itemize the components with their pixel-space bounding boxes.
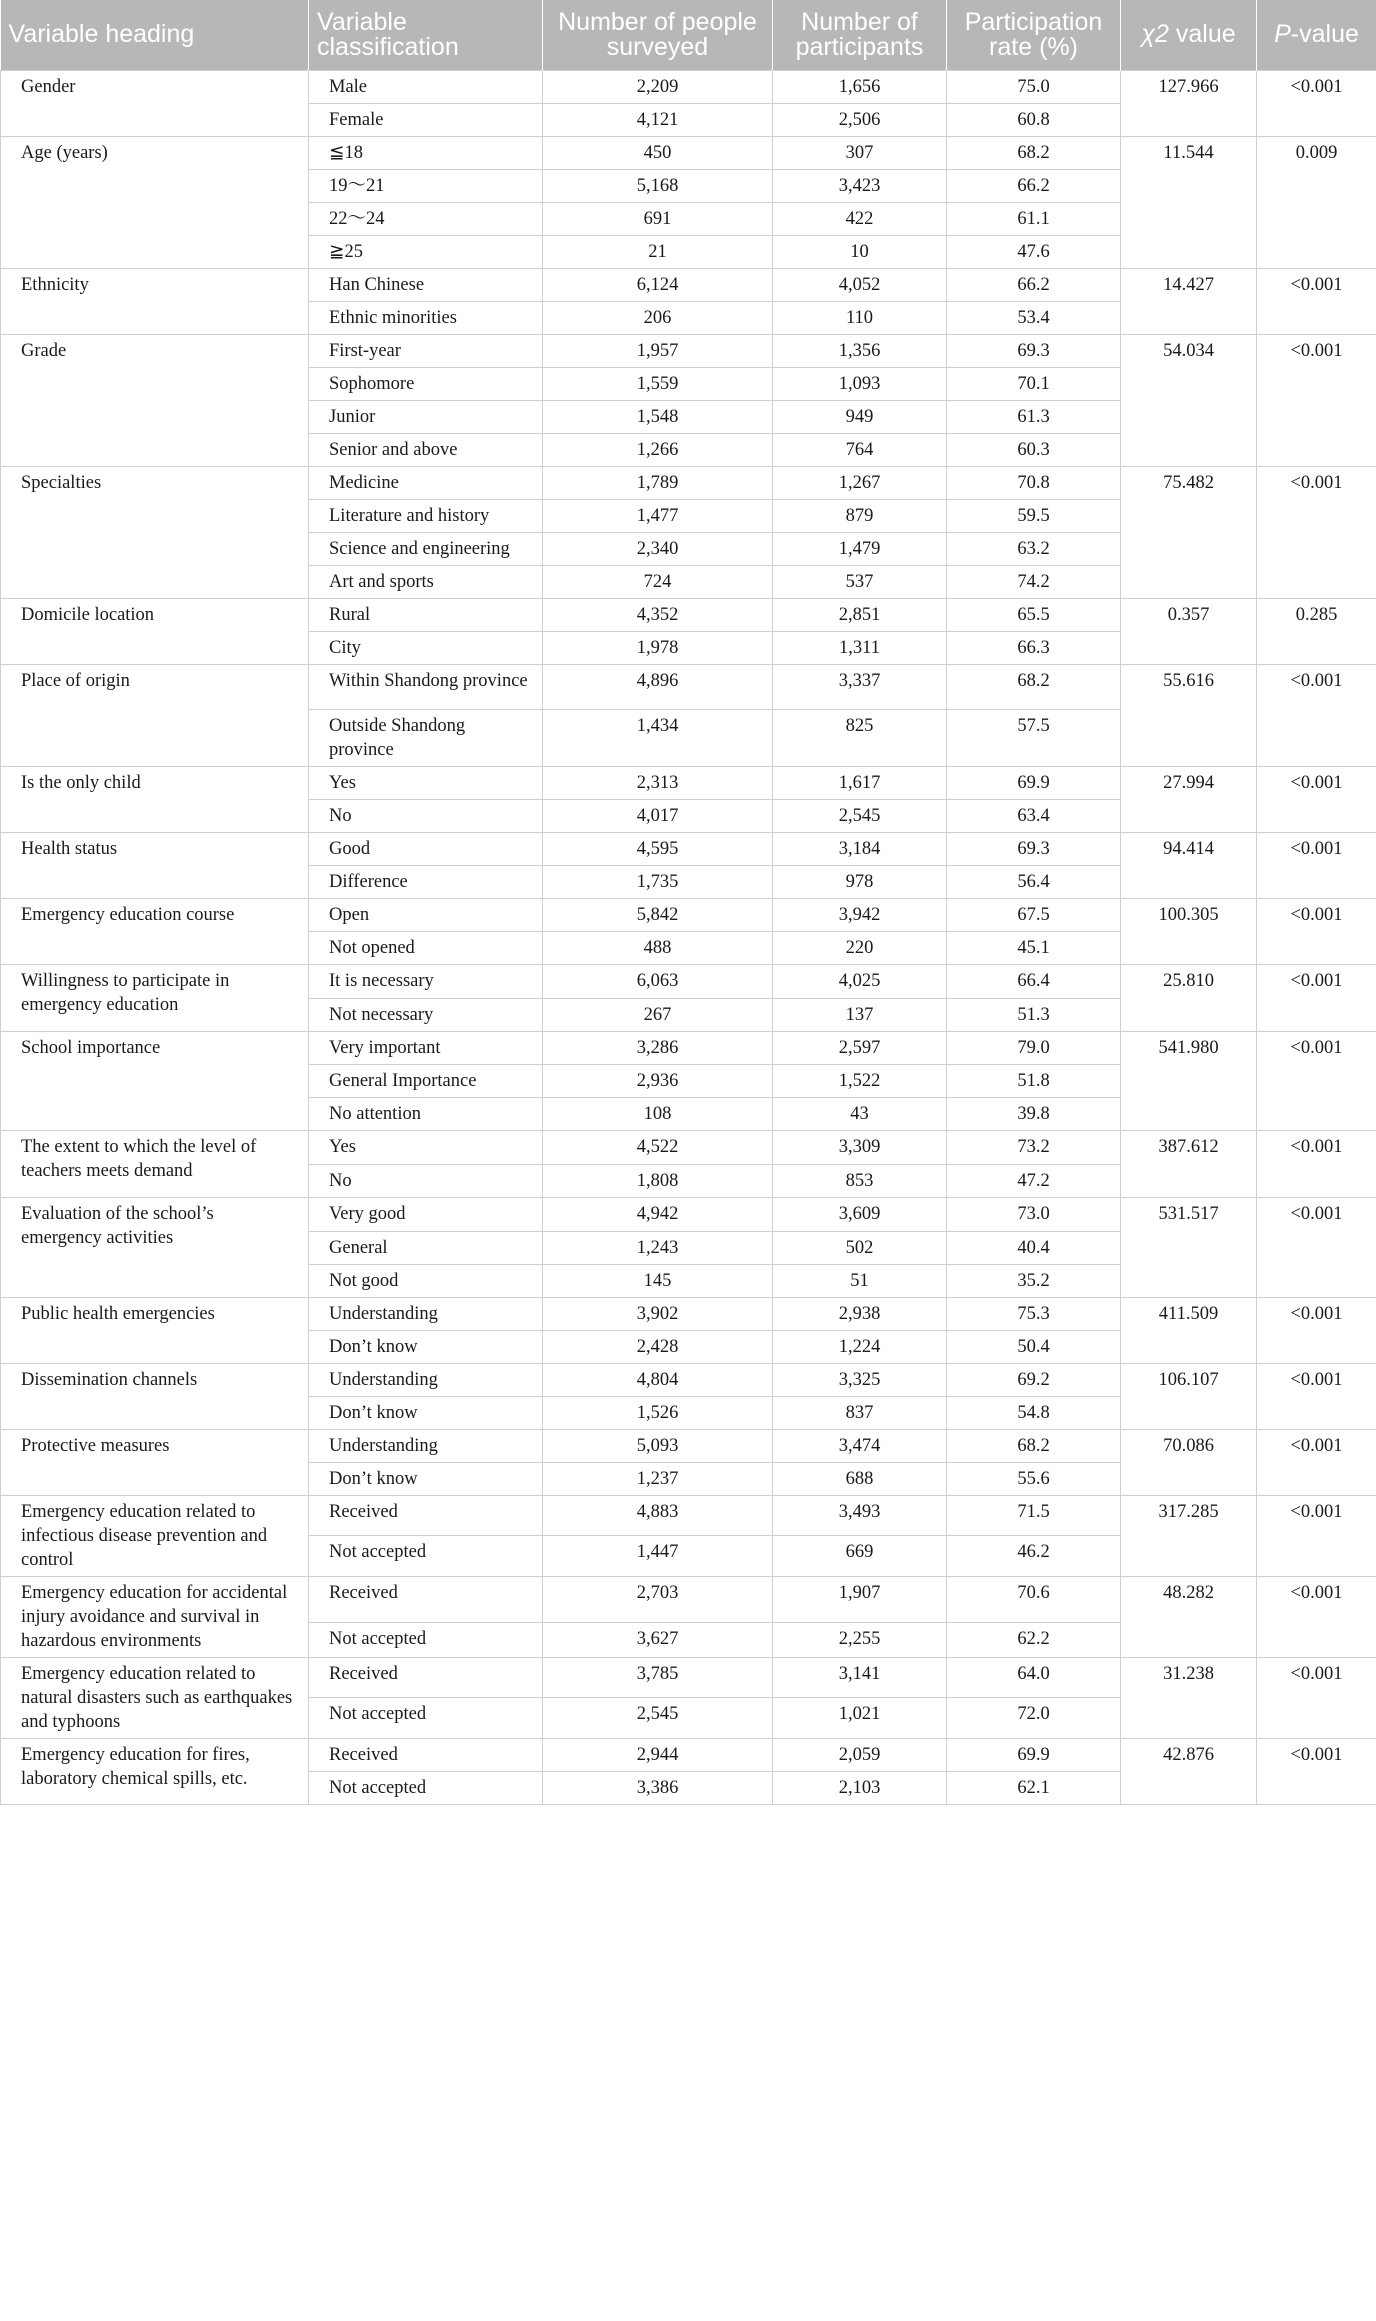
classification-cell: General Importance	[309, 1064, 543, 1097]
classification-cell: Very important	[309, 1031, 543, 1064]
rate-cell: 65.5	[947, 598, 1121, 631]
rate-cell: 61.1	[947, 202, 1121, 235]
surveyed-cell: 206	[543, 301, 773, 334]
classification-cell: ≧25	[309, 235, 543, 268]
rate-cell: 64.0	[947, 1657, 1121, 1698]
header-people-surveyed: Number of people surveyed	[543, 0, 773, 70]
participants-cell: 1,522	[773, 1064, 947, 1097]
variable-heading-cell: Health status	[1, 832, 309, 898]
surveyed-cell: 2,936	[543, 1064, 773, 1097]
rate-cell: 62.1	[947, 1771, 1121, 1804]
table-body	[1, 70, 1376, 1804]
participants-cell: 1,356	[773, 334, 947, 367]
variable-heading-cell: Emergency education related to infectious disease prevention and control	[1, 1495, 309, 1576]
rate-cell: 69.9	[947, 1738, 1121, 1771]
participants-cell: 110	[773, 301, 947, 334]
rate-cell: 79.0	[947, 1031, 1121, 1064]
participants-cell: 10	[773, 235, 947, 268]
header-chi2-value	[1121, 0, 1257, 70]
participants-cell: 2,059	[773, 1738, 947, 1771]
classification-cell: Yes	[309, 1130, 543, 1164]
classification-cell: Understanding	[309, 1297, 543, 1330]
participants-cell: 1,656	[773, 70, 947, 103]
chi2-value-cell: 55.616	[1121, 664, 1257, 766]
rate-cell: 60.8	[947, 103, 1121, 136]
p-value-cell: <0.001	[1257, 1363, 1376, 1429]
participants-cell: 1,907	[773, 1576, 947, 1623]
rate-cell: 55.6	[947, 1462, 1121, 1495]
p-value-cell: <0.001	[1257, 664, 1376, 766]
rate-cell: 69.3	[947, 832, 1121, 865]
surveyed-cell: 4,017	[543, 799, 773, 832]
surveyed-cell: 2,313	[543, 766, 773, 799]
classification-cell: 22～24	[309, 202, 543, 235]
classification-cell: Don’t know	[309, 1330, 543, 1363]
p-value-cell: 0.285	[1257, 598, 1376, 664]
surveyed-cell: 2,545	[543, 1698, 773, 1739]
classification-cell: No	[309, 1164, 543, 1197]
classification-cell: General	[309, 1231, 543, 1264]
rate-cell: 73.2	[947, 1130, 1121, 1164]
classification-cell: City	[309, 631, 543, 664]
p-value-cell: 0.009	[1257, 136, 1376, 268]
rate-cell: 35.2	[947, 1264, 1121, 1297]
variable-heading-cell: Age (years)	[1, 136, 309, 268]
p-value-cell: <0.001	[1257, 466, 1376, 598]
p-value-cell: <0.001	[1257, 1576, 1376, 1657]
rate-cell: 74.2	[947, 565, 1121, 598]
participants-cell: 3,141	[773, 1657, 947, 1698]
p-value-cell: <0.001	[1257, 1738, 1376, 1804]
surveyed-cell: 1,477	[543, 499, 773, 532]
classification-cell: Not accepted	[309, 1623, 543, 1657]
rate-cell: 66.2	[947, 268, 1121, 301]
surveyed-cell: 488	[543, 931, 773, 964]
chi2-value-cell: 54.034	[1121, 334, 1257, 466]
classification-cell: Male	[309, 70, 543, 103]
classification-cell: Received	[309, 1576, 543, 1623]
participants-cell: 137	[773, 998, 947, 1031]
surveyed-cell: 5,168	[543, 169, 773, 202]
chi2-value-cell: 411.509	[1121, 1297, 1257, 1363]
variable-heading-cell: Gender	[1, 70, 309, 136]
table-header-row	[1, 0, 1376, 70]
surveyed-cell: 3,286	[543, 1031, 773, 1064]
surveyed-cell: 4,121	[543, 103, 773, 136]
table-row	[1, 1657, 1376, 1698]
rate-cell: 68.2	[947, 1429, 1121, 1462]
classification-cell: Yes	[309, 766, 543, 799]
chi2-value-cell: 541.980	[1121, 1031, 1257, 1130]
rate-cell: 62.2	[947, 1623, 1121, 1657]
rate-cell: 47.2	[947, 1164, 1121, 1197]
chi2-symbol: χ2	[1141, 20, 1169, 49]
classification-cell: Han Chinese	[309, 268, 543, 301]
rate-cell: 63.4	[947, 799, 1121, 832]
rate-cell: 66.4	[947, 964, 1121, 998]
classification-cell: No	[309, 799, 543, 832]
rate-cell: 61.3	[947, 400, 1121, 433]
participants-cell: 2,938	[773, 1297, 947, 1330]
classification-cell: Open	[309, 898, 543, 931]
surveyed-cell: 450	[543, 136, 773, 169]
p-value-cell: <0.001	[1257, 1429, 1376, 1495]
variable-heading-cell: Emergency education for fires, laboratory chemical spills, etc.	[1, 1738, 309, 1804]
variable-heading-cell: The extent to which the level of teachers meets demand	[1, 1130, 309, 1197]
rate-cell: 56.4	[947, 865, 1121, 898]
surveyed-cell: 4,352	[543, 598, 773, 631]
surveyed-cell: 4,896	[543, 664, 773, 709]
variable-heading-cell: Is the only child	[1, 766, 309, 832]
p-value-cell: <0.001	[1257, 1297, 1376, 1363]
surveyed-cell: 2,703	[543, 1576, 773, 1623]
classification-cell: Received	[309, 1738, 543, 1771]
participants-cell: 879	[773, 499, 947, 532]
surveyed-cell: 4,942	[543, 1197, 773, 1231]
participants-cell: 688	[773, 1462, 947, 1495]
rate-cell: 39.8	[947, 1097, 1121, 1130]
rate-cell: 66.2	[947, 169, 1121, 202]
rate-cell: 70.8	[947, 466, 1121, 499]
participants-cell: 1,224	[773, 1330, 947, 1363]
rate-cell: 69.9	[947, 766, 1121, 799]
chi2-value-cell: 94.414	[1121, 832, 1257, 898]
surveyed-cell: 3,386	[543, 1771, 773, 1804]
p-value-cell: <0.001	[1257, 1031, 1376, 1130]
rate-cell: 45.1	[947, 931, 1121, 964]
surveyed-cell: 21	[543, 235, 773, 268]
participants-cell: 1,267	[773, 466, 947, 499]
participants-cell: 3,493	[773, 1495, 947, 1536]
surveyed-cell: 4,595	[543, 832, 773, 865]
p-value-cell: <0.001	[1257, 1495, 1376, 1576]
classification-cell: Literature and history	[309, 499, 543, 532]
participants-cell: 3,609	[773, 1197, 947, 1231]
table-row	[1, 1429, 1376, 1462]
classification-cell: Not opened	[309, 931, 543, 964]
table-row	[1, 136, 1376, 169]
surveyed-cell: 724	[543, 565, 773, 598]
table-row	[1, 268, 1376, 301]
classification-cell: Senior and above	[309, 433, 543, 466]
classification-cell: Female	[309, 103, 543, 136]
p-value-cell: <0.001	[1257, 1197, 1376, 1297]
participants-cell: 3,337	[773, 664, 947, 709]
classification-cell: It is necessary	[309, 964, 543, 998]
classification-cell: Outside Shandong province	[309, 709, 543, 766]
classification-cell: Within Shandong province	[309, 664, 543, 709]
variable-heading-cell: Dissemination channels	[1, 1363, 309, 1429]
table-row	[1, 334, 1376, 367]
header-variable-classification: Variable classification	[309, 0, 543, 70]
rate-cell: 46.2	[947, 1536, 1121, 1577]
chi2-value-cell: 14.427	[1121, 268, 1257, 334]
surveyed-cell: 1,237	[543, 1462, 773, 1495]
chi2-value-cell: 317.285	[1121, 1495, 1257, 1576]
surveyed-cell: 2,340	[543, 532, 773, 565]
surveyed-cell: 1,559	[543, 367, 773, 400]
rate-cell: 66.3	[947, 631, 1121, 664]
participants-cell: 853	[773, 1164, 947, 1197]
surveyed-cell: 5,842	[543, 898, 773, 931]
p-value-cell: <0.001	[1257, 268, 1376, 334]
variable-heading-cell: Emergency education course	[1, 898, 309, 964]
participants-cell: 2,851	[773, 598, 947, 631]
variable-heading-cell: Evaluation of the school’s emergency activities	[1, 1197, 309, 1297]
table-row	[1, 1130, 1376, 1164]
surveyed-cell: 267	[543, 998, 773, 1031]
surveyed-cell: 1,548	[543, 400, 773, 433]
chi2-value-cell: 25.810	[1121, 964, 1257, 1031]
chi2-value-cell: 42.876	[1121, 1738, 1257, 1804]
classification-cell: Good	[309, 832, 543, 865]
surveyed-cell: 108	[543, 1097, 773, 1130]
surveyed-cell: 6,124	[543, 268, 773, 301]
rate-cell: 53.4	[947, 301, 1121, 334]
participants-cell: 3,474	[773, 1429, 947, 1462]
participants-cell: 978	[773, 865, 947, 898]
participants-cell: 2,545	[773, 799, 947, 832]
participants-cell: 669	[773, 1536, 947, 1577]
participants-cell: 3,942	[773, 898, 947, 931]
surveyed-cell: 5,093	[543, 1429, 773, 1462]
classification-cell: Medicine	[309, 466, 543, 499]
rate-cell: 51.8	[947, 1064, 1121, 1097]
classification-cell: 19～21	[309, 169, 543, 202]
participants-cell: 3,309	[773, 1130, 947, 1164]
variable-heading-cell: Specialties	[1, 466, 309, 598]
classification-cell: Received	[309, 1495, 543, 1536]
chi2-value-cell: 387.612	[1121, 1130, 1257, 1197]
p-value-cell: <0.001	[1257, 832, 1376, 898]
chi2-value-cell: 11.544	[1121, 136, 1257, 268]
chi2-value-cell: 100.305	[1121, 898, 1257, 964]
rate-cell: 47.6	[947, 235, 1121, 268]
classification-cell: No attention	[309, 1097, 543, 1130]
table-row	[1, 1363, 1376, 1396]
participants-cell: 502	[773, 1231, 947, 1264]
classification-cell: Understanding	[309, 1429, 543, 1462]
rate-cell: 60.3	[947, 433, 1121, 466]
table-row	[1, 1738, 1376, 1771]
participants-cell: 43	[773, 1097, 947, 1130]
p-value-cell: <0.001	[1257, 334, 1376, 466]
p-value-cell: <0.001	[1257, 766, 1376, 832]
header-variable-heading: Variable heading	[1, 0, 309, 70]
classification-cell: Junior	[309, 400, 543, 433]
rate-cell: 68.2	[947, 136, 1121, 169]
chi2-value-cell: 31.238	[1121, 1657, 1257, 1738]
participants-cell: 2,506	[773, 103, 947, 136]
classification-cell: Not necessary	[309, 998, 543, 1031]
rate-cell: 54.8	[947, 1396, 1121, 1429]
chi2-value-cell: 75.482	[1121, 466, 1257, 598]
table-row	[1, 1297, 1376, 1330]
participants-cell: 220	[773, 931, 947, 964]
chi2-value-cell: 127.966	[1121, 70, 1257, 136]
rate-cell: 40.4	[947, 1231, 1121, 1264]
chi2-value-cell: 70.086	[1121, 1429, 1257, 1495]
surveyed-cell: 145	[543, 1264, 773, 1297]
table-row	[1, 1576, 1376, 1623]
participants-cell: 3,184	[773, 832, 947, 865]
rate-cell: 68.2	[947, 664, 1121, 709]
surveyed-cell: 4,804	[543, 1363, 773, 1396]
chi2-value-cell: 0.357	[1121, 598, 1257, 664]
participants-cell: 3,423	[773, 169, 947, 202]
classification-cell: Not good	[309, 1264, 543, 1297]
table-row	[1, 964, 1376, 998]
table-row	[1, 1197, 1376, 1231]
participants-cell: 3,325	[773, 1363, 947, 1396]
classification-cell: First-year	[309, 334, 543, 367]
participants-cell: 51	[773, 1264, 947, 1297]
participants-cell: 422	[773, 202, 947, 235]
variable-heading-cell: School importance	[1, 1031, 309, 1130]
rate-cell: 69.2	[947, 1363, 1121, 1396]
p-value-cell: <0.001	[1257, 964, 1376, 1031]
surveyed-cell: 3,627	[543, 1623, 773, 1657]
rate-cell: 72.0	[947, 1698, 1121, 1739]
rate-cell: 67.5	[947, 898, 1121, 931]
surveyed-cell: 2,209	[543, 70, 773, 103]
participants-cell: 949	[773, 400, 947, 433]
rate-cell: 70.6	[947, 1576, 1121, 1623]
table-row	[1, 598, 1376, 631]
surveyed-cell: 1,808	[543, 1164, 773, 1197]
table-row	[1, 1031, 1376, 1064]
p-label: -value	[1290, 20, 1359, 49]
p-value-cell: <0.001	[1257, 1657, 1376, 1738]
rate-cell: 50.4	[947, 1330, 1121, 1363]
surveyed-cell: 1,447	[543, 1536, 773, 1577]
classification-cell: Sophomore	[309, 367, 543, 400]
table-row	[1, 466, 1376, 499]
classification-cell: Not accepted	[309, 1771, 543, 1804]
p-value-cell: <0.001	[1257, 898, 1376, 964]
variable-heading-cell: Emergency education related to natural disasters such as earthquakes and typhoons	[1, 1657, 309, 1738]
surveyed-cell: 2,428	[543, 1330, 773, 1363]
participants-cell: 2,597	[773, 1031, 947, 1064]
rate-cell: 63.2	[947, 532, 1121, 565]
variable-heading-cell: Emergency education for accidental injury avoidance and survival in hazardous environments	[1, 1576, 309, 1657]
surveyed-cell: 1,978	[543, 631, 773, 664]
header-participants: Number of participants	[773, 0, 947, 70]
rate-cell: 69.3	[947, 334, 1121, 367]
rate-cell: 59.5	[947, 499, 1121, 532]
classification-cell: Don’t know	[309, 1462, 543, 1495]
table-row	[1, 70, 1376, 103]
p-value-cell: <0.001	[1257, 1130, 1376, 1197]
p-symbol: P	[1274, 20, 1291, 49]
header-participation-rate: Participation rate (%)	[947, 0, 1121, 70]
classification-cell: Received	[309, 1657, 543, 1698]
surveyed-cell: 3,902	[543, 1297, 773, 1330]
participants-cell: 825	[773, 709, 947, 766]
classification-cell: Not accepted	[309, 1536, 543, 1577]
variable-heading-cell: Ethnicity	[1, 268, 309, 334]
rate-cell: 70.1	[947, 367, 1121, 400]
table-row	[1, 898, 1376, 931]
surveyed-cell: 1,789	[543, 466, 773, 499]
surveyed-cell: 1,735	[543, 865, 773, 898]
classification-cell: Understanding	[309, 1363, 543, 1396]
chi2-value-cell: 106.107	[1121, 1363, 1257, 1429]
surveyed-cell: 1,434	[543, 709, 773, 766]
surveyed-cell: 1,266	[543, 433, 773, 466]
classification-cell: Don’t know	[309, 1396, 543, 1429]
classification-cell: ≦18	[309, 136, 543, 169]
surveyed-cell: 4,522	[543, 1130, 773, 1164]
surveyed-cell: 1,957	[543, 334, 773, 367]
participants-cell: 2,255	[773, 1623, 947, 1657]
table-row	[1, 664, 1376, 709]
rate-cell: 75.3	[947, 1297, 1121, 1330]
rate-cell: 57.5	[947, 709, 1121, 766]
variable-heading-cell: Protective measures	[1, 1429, 309, 1495]
variable-heading-cell: Place of origin	[1, 664, 309, 766]
header-p-value	[1257, 0, 1376, 70]
classification-cell: Science and engineering	[309, 532, 543, 565]
surveyed-cell: 3,785	[543, 1657, 773, 1698]
participants-cell: 1,311	[773, 631, 947, 664]
chi2-value-cell: 48.282	[1121, 1576, 1257, 1657]
classification-cell: Art and sports	[309, 565, 543, 598]
participants-cell: 1,479	[773, 532, 947, 565]
rate-cell: 71.5	[947, 1495, 1121, 1536]
classification-cell: Difference	[309, 865, 543, 898]
participants-cell: 4,025	[773, 964, 947, 998]
chi2-value-cell: 27.994	[1121, 766, 1257, 832]
surveyed-cell: 4,883	[543, 1495, 773, 1536]
table-row	[1, 766, 1376, 799]
classification-cell: Very good	[309, 1197, 543, 1231]
surveyed-cell: 2,944	[543, 1738, 773, 1771]
participants-cell: 764	[773, 433, 947, 466]
chi2-label: value	[1168, 20, 1236, 49]
p-value-cell: <0.001	[1257, 70, 1376, 136]
classification-cell: Ethnic minorities	[309, 301, 543, 334]
participants-cell: 1,093	[773, 367, 947, 400]
surveyed-cell: 691	[543, 202, 773, 235]
participants-cell: 837	[773, 1396, 947, 1429]
variable-heading-cell: Domicile location	[1, 598, 309, 664]
chi2-value-cell: 531.517	[1121, 1197, 1257, 1297]
variable-heading-cell: Public health emergencies	[1, 1297, 309, 1363]
rate-cell: 73.0	[947, 1197, 1121, 1231]
participants-cell: 307	[773, 136, 947, 169]
table-row	[1, 1495, 1376, 1536]
participants-cell: 537	[773, 565, 947, 598]
participants-cell: 4,052	[773, 268, 947, 301]
rate-cell: 75.0	[947, 70, 1121, 103]
participants-cell: 1,021	[773, 1698, 947, 1739]
surveyed-cell: 6,063	[543, 964, 773, 998]
participants-cell: 1,617	[773, 766, 947, 799]
table-row	[1, 832, 1376, 865]
participants-cell: 2,103	[773, 1771, 947, 1804]
classification-cell: Not accepted	[309, 1698, 543, 1739]
classification-cell: Rural	[309, 598, 543, 631]
surveyed-cell: 1,526	[543, 1396, 773, 1429]
variable-heading-cell: Grade	[1, 334, 309, 466]
surveyed-cell: 1,243	[543, 1231, 773, 1264]
rate-cell: 51.3	[947, 998, 1121, 1031]
variable-heading-cell: Willingness to participate in emergency education	[1, 964, 309, 1031]
